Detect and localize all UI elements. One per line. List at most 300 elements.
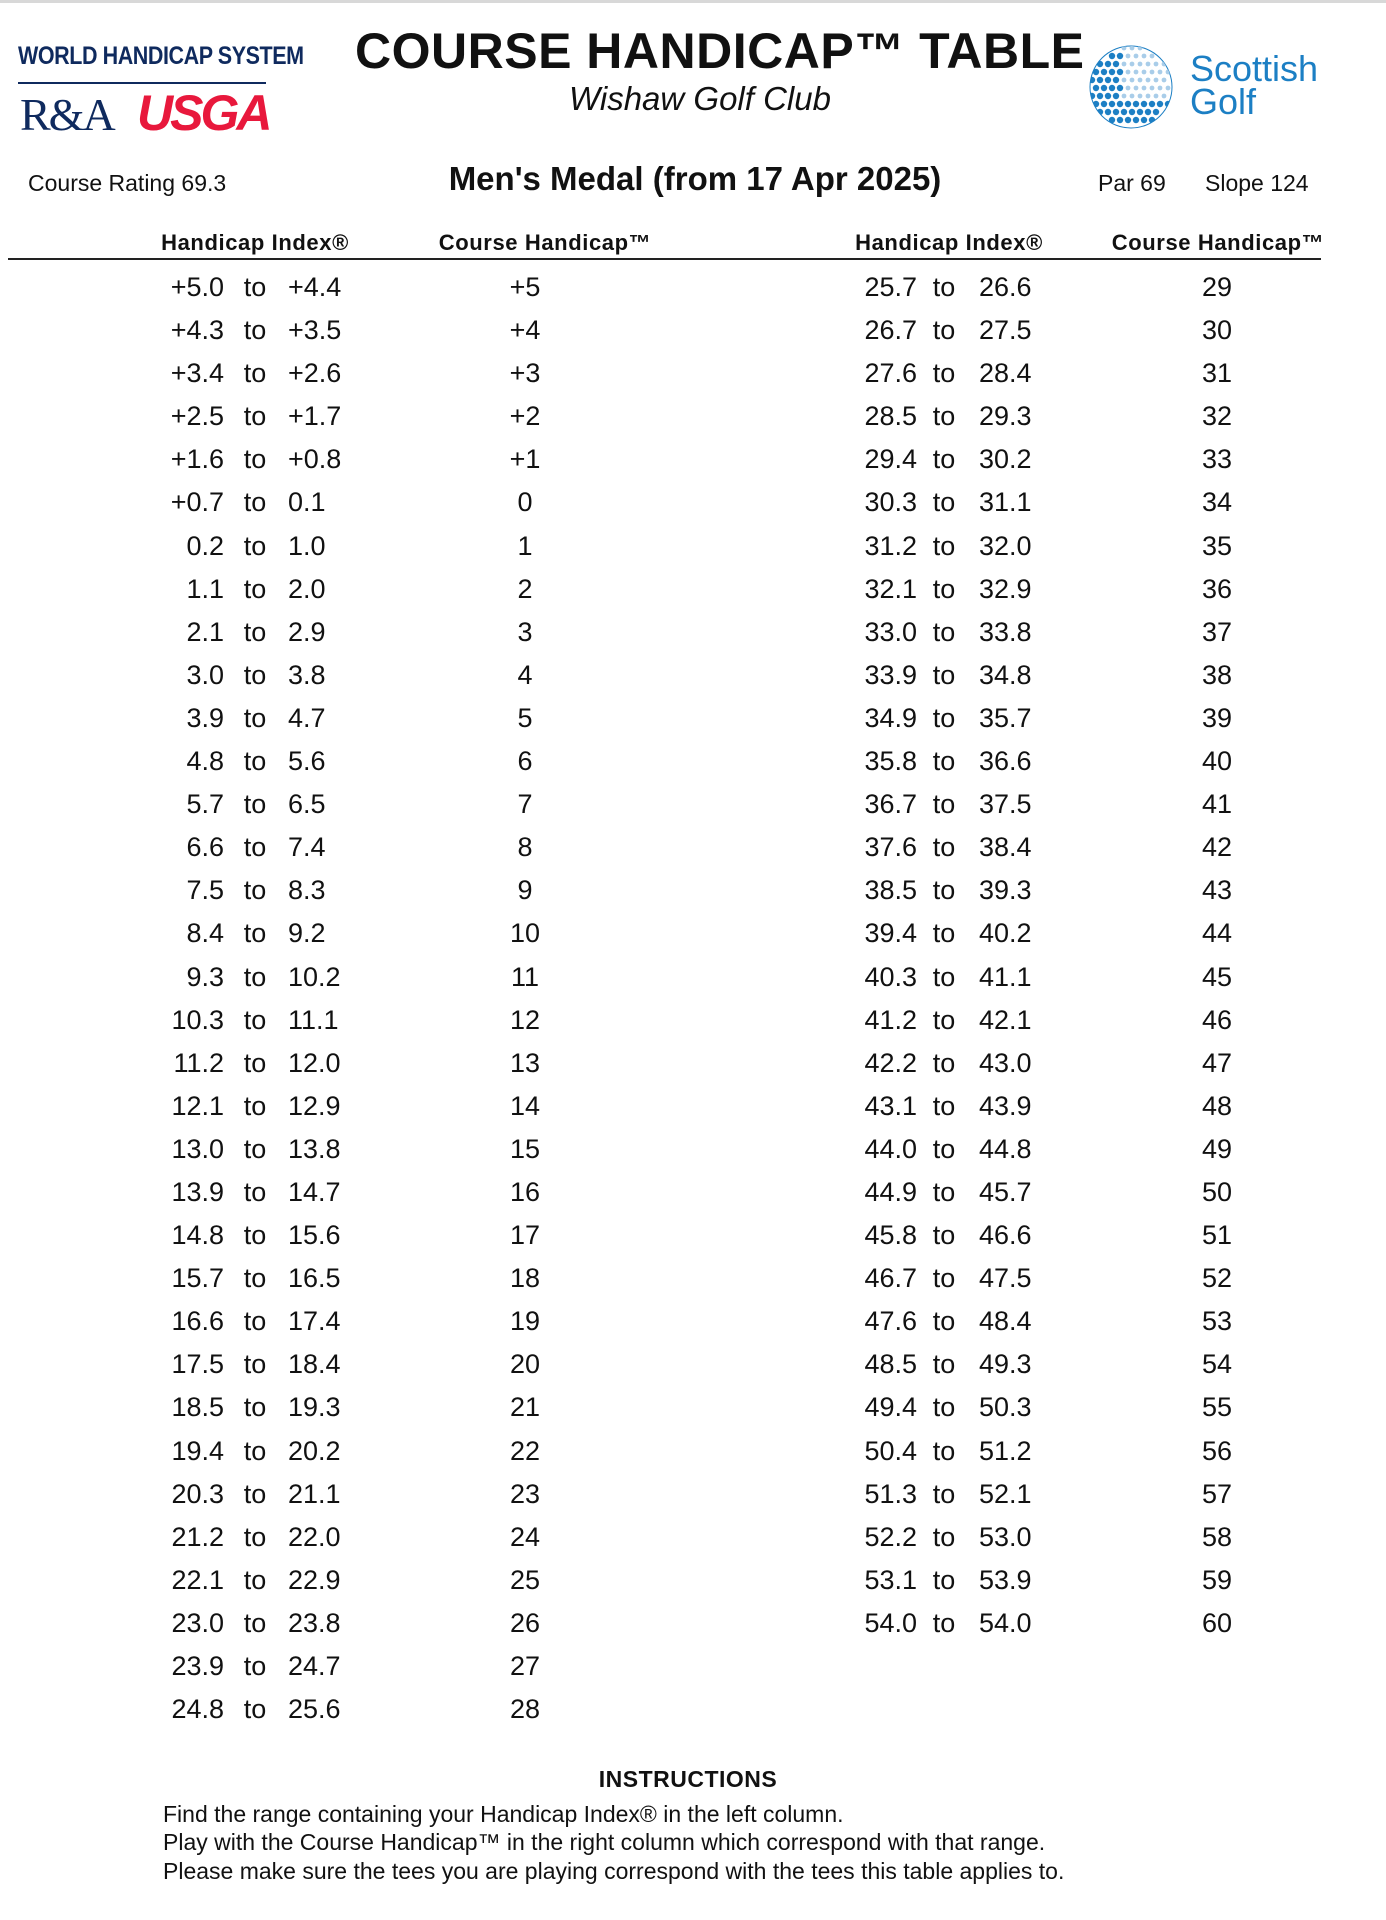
index-from: 36.7 <box>864 789 917 820</box>
ball-dimple <box>1105 77 1111 83</box>
scottish-golf-line2: Golf <box>1190 81 1257 122</box>
index-from: 4.8 <box>186 746 224 777</box>
index-from: 41.2 <box>864 1004 917 1035</box>
range-separator: to <box>243 1263 267 1294</box>
index-from: 49.4 <box>864 1392 917 1423</box>
table-row <box>690 1259 1330 1302</box>
index-to: 54.0 <box>979 1607 1032 1638</box>
ball-dimple <box>1150 70 1155 75</box>
index-to: 39.3 <box>979 875 1032 906</box>
range-separator: to <box>243 1607 267 1638</box>
index-to: 16.5 <box>288 1263 341 1294</box>
ball-dimple <box>1150 54 1155 59</box>
index-to: +2.6 <box>288 358 342 389</box>
table-row <box>690 699 1330 742</box>
index-from: 26.7 <box>864 315 917 346</box>
ball-dimple <box>1130 94 1135 99</box>
index-from: 28.5 <box>864 401 917 432</box>
table-row <box>690 311 1330 354</box>
range-separator: to <box>932 1220 956 1251</box>
index-from: 17.5 <box>171 1349 224 1380</box>
range-separator: to <box>243 1220 267 1251</box>
course-handicap: 21 <box>509 1392 541 1423</box>
index-from: 35.8 <box>864 746 917 777</box>
ball-dimple <box>1125 117 1131 123</box>
index-from: 24.8 <box>171 1694 224 1725</box>
range-separator: to <box>932 1004 956 1035</box>
index-from: 12.1 <box>171 1090 224 1121</box>
range-separator: to <box>932 1607 956 1638</box>
range-separator: to <box>932 1133 956 1164</box>
range-separator: to <box>932 1306 956 1337</box>
course-handicap: 19 <box>509 1306 541 1337</box>
index-to: 14.7 <box>288 1176 341 1207</box>
range-separator: to <box>243 444 267 475</box>
index-from: 31.2 <box>864 530 917 561</box>
table-row <box>690 1044 1330 1087</box>
range-separator: to <box>243 875 267 906</box>
ball-dimple <box>1141 117 1147 123</box>
course-handicap: 3 <box>517 616 533 647</box>
range-separator: to <box>243 1047 267 1078</box>
ball-dimple <box>1154 62 1159 67</box>
table-row <box>0 1087 640 1130</box>
table-row <box>690 1388 1330 1431</box>
index-from: +5.0 <box>170 272 224 302</box>
index-from: 25.7 <box>864 272 917 302</box>
course-handicap: 35 <box>1201 530 1233 561</box>
index-to: 37.5 <box>979 789 1032 820</box>
course-handicap: 51 <box>1201 1220 1233 1251</box>
range-separator: to <box>932 1478 956 1509</box>
par: Par 69 <box>1098 170 1166 196</box>
table-row <box>0 914 640 957</box>
course-handicap: 16 <box>509 1176 541 1207</box>
course-handicap: 48 <box>1201 1090 1233 1121</box>
table-row <box>690 656 1330 699</box>
table-row <box>690 1173 1330 1216</box>
index-from: +2.5 <box>170 401 224 432</box>
index-from: 44.0 <box>864 1133 917 1164</box>
range-separator: to <box>932 616 956 647</box>
range-separator: to <box>243 530 267 561</box>
course-handicap: 29 <box>1201 272 1233 302</box>
ball-dimple <box>1105 61 1111 67</box>
ball-dimple <box>1138 94 1143 99</box>
range-separator: to <box>243 702 267 733</box>
range-separator: to <box>932 1564 956 1595</box>
range-separator: to <box>932 487 956 518</box>
index-from: 39.4 <box>864 918 917 949</box>
table-row <box>0 828 640 871</box>
course-handicap: 10 <box>509 918 541 949</box>
table-row <box>690 613 1330 656</box>
range-separator: to <box>243 1306 267 1337</box>
ball-dimple <box>1117 85 1123 91</box>
index-to: 29.3 <box>979 401 1032 432</box>
table-row <box>690 1604 1330 1647</box>
index-from: 54.0 <box>864 1607 917 1638</box>
range-separator: to <box>932 1435 956 1466</box>
index-to: 22.0 <box>288 1521 341 1552</box>
range-separator: to <box>243 487 267 518</box>
index-to: 35.7 <box>979 702 1032 733</box>
table-row <box>0 1044 640 1087</box>
course-handicap: 47 <box>1201 1047 1233 1078</box>
range-separator: to <box>243 918 267 949</box>
index-to: 48.4 <box>979 1306 1032 1337</box>
index-from: 30.3 <box>864 487 917 518</box>
course-handicap: 27 <box>509 1651 541 1681</box>
ball-dimple <box>1129 109 1135 115</box>
index-from: +1.6 <box>170 444 224 475</box>
table-row <box>0 1001 640 1044</box>
course-handicap: 37 <box>1201 616 1233 647</box>
index-to: 42.1 <box>979 1004 1032 1035</box>
ball-dimple <box>1149 101 1155 107</box>
index-to: 27.5 <box>979 315 1032 346</box>
table-row <box>0 440 640 483</box>
ball-dimple <box>1154 94 1159 99</box>
index-to: 28.4 <box>979 358 1032 389</box>
ball-dimple <box>1134 86 1139 91</box>
ball-dimple <box>1089 93 1095 99</box>
index-from: 3.0 <box>186 659 224 690</box>
index-from: 15.7 <box>171 1263 224 1294</box>
index-from: 23.0 <box>171 1607 224 1638</box>
course-handicap: 15 <box>509 1133 541 1164</box>
index-to: 44.8 <box>979 1133 1032 1164</box>
range-separator: to <box>932 918 956 949</box>
course-handicap: 22 <box>509 1435 541 1466</box>
index-to: 32.0 <box>979 530 1032 561</box>
index-to: 13.8 <box>288 1133 341 1164</box>
ball-dimple <box>1146 62 1151 67</box>
index-from: 9.3 <box>186 961 224 992</box>
index-to: 23.8 <box>288 1607 341 1638</box>
course-handicap: 60 <box>1201 1607 1233 1638</box>
course-handicap: 59 <box>1201 1564 1233 1595</box>
course-handicap: 18 <box>509 1263 541 1294</box>
ball-dimple <box>1158 86 1163 91</box>
index-from: 27.6 <box>864 358 917 389</box>
course-handicap: +2 <box>509 401 541 432</box>
course-handicap: 9 <box>517 875 533 906</box>
index-to: 32.9 <box>979 573 1032 604</box>
index-from: 19.4 <box>171 1435 224 1466</box>
index-to: 25.6 <box>288 1694 341 1725</box>
table-row <box>690 1216 1330 1259</box>
course-handicap: 14 <box>509 1090 541 1121</box>
index-from: 18.5 <box>171 1392 224 1423</box>
table-row <box>0 1604 640 1647</box>
index-from: 38.5 <box>864 875 917 906</box>
table-row <box>0 268 640 311</box>
left-course-handicap-header: Course Handicap™ <box>438 230 652 255</box>
table-row <box>690 1302 1330 1345</box>
index-to: 15.6 <box>288 1220 341 1251</box>
table-row <box>0 1647 640 1690</box>
range-separator: to <box>243 746 267 777</box>
right-course-handicap-header: Course Handicap™ <box>1111 230 1325 255</box>
table-row <box>0 871 640 914</box>
ball-dimple <box>1117 101 1123 107</box>
course-handicap: 23 <box>509 1478 541 1509</box>
ball-dimple <box>1097 93 1103 99</box>
index-to: 1.0 <box>288 530 326 561</box>
right-table <box>690 268 1330 1647</box>
range-separator: to <box>932 1176 956 1207</box>
ball-dimple <box>1126 54 1131 59</box>
left-handicap-index-header: Handicap Index® <box>161 230 349 255</box>
index-from: 21.2 <box>171 1521 224 1552</box>
index-to: 43.9 <box>979 1090 1032 1121</box>
ball-dimple <box>1137 109 1143 115</box>
index-to: +3.5 <box>288 315 342 346</box>
range-separator: to <box>932 746 956 777</box>
table-row <box>0 570 640 613</box>
course-handicap: +5 <box>509 272 541 302</box>
course-handicap: 17 <box>509 1220 541 1251</box>
range-separator: to <box>243 272 267 302</box>
ball-dimple <box>1113 77 1119 83</box>
index-from: 29.4 <box>864 444 917 475</box>
index-to: 36.6 <box>979 746 1032 777</box>
usga-logo: USGA <box>137 85 270 141</box>
index-to: 18.4 <box>288 1349 341 1380</box>
index-from: 44.9 <box>864 1176 917 1207</box>
header-rule <box>8 258 1321 260</box>
index-to: 12.0 <box>288 1047 341 1078</box>
course-handicap: 39 <box>1201 702 1233 733</box>
index-to: 6.5 <box>288 789 326 820</box>
ball-dimple <box>1154 78 1159 83</box>
index-to: 41.1 <box>979 961 1032 992</box>
index-to: 51.2 <box>979 1435 1032 1466</box>
index-to: +1.7 <box>288 401 342 432</box>
ball-dimple <box>1105 93 1111 99</box>
index-to: 31.1 <box>979 487 1032 518</box>
index-to: 20.2 <box>288 1435 341 1466</box>
index-to: 49.3 <box>979 1349 1032 1380</box>
range-separator: to <box>243 1521 267 1552</box>
course-handicap: +1 <box>509 444 541 475</box>
index-to: 10.2 <box>288 961 341 992</box>
range-separator: to <box>932 1047 956 1078</box>
index-from: 43.1 <box>864 1090 917 1121</box>
course-handicap: 49 <box>1201 1133 1233 1164</box>
course-handicap: 24 <box>509 1521 541 1552</box>
range-separator: to <box>243 1392 267 1423</box>
index-from: 1.1 <box>186 573 224 604</box>
range-separator: to <box>243 1564 267 1595</box>
index-to: 0.1 <box>288 487 326 518</box>
index-to: 34.8 <box>979 659 1032 690</box>
course-title: Men's Medal (from 17 Apr 2025) <box>448 160 942 197</box>
index-from: 6.6 <box>186 832 224 863</box>
table-row <box>0 958 640 1001</box>
table-row <box>0 742 640 785</box>
index-from: 47.6 <box>864 1306 917 1337</box>
table-row <box>0 1302 640 1345</box>
table-row <box>690 354 1330 397</box>
index-from: 48.5 <box>864 1349 917 1380</box>
course-handicap: +4 <box>509 315 541 346</box>
course-handicap: 2 <box>517 573 533 604</box>
index-from: 14.8 <box>171 1220 224 1251</box>
table-row <box>690 527 1330 570</box>
range-separator: to <box>932 272 956 302</box>
index-to: 30.2 <box>979 444 1032 475</box>
ball-dimple <box>1142 86 1147 91</box>
scottish-golf-logo <box>1190 48 1319 122</box>
course-handicap: 36 <box>1201 573 1233 604</box>
index-from: 13.9 <box>171 1176 224 1207</box>
range-separator: to <box>932 702 956 733</box>
index-from: 2.1 <box>186 616 224 647</box>
course-handicap: 58 <box>1201 1521 1233 1552</box>
range-separator: to <box>243 659 267 690</box>
range-separator: to <box>932 875 956 906</box>
range-separator: to <box>932 961 956 992</box>
page-title: COURSE HANDICAP™ TABLE <box>355 23 1085 79</box>
table-row <box>0 1216 640 1259</box>
index-to: 53.0 <box>979 1521 1032 1552</box>
index-to: +4.4 <box>288 272 342 302</box>
course-handicap: 38 <box>1201 659 1233 690</box>
index-to: 8.3 <box>288 875 326 906</box>
range-separator: to <box>243 1694 267 1725</box>
range-separator: to <box>932 573 956 604</box>
course-handicap: 54 <box>1201 1349 1233 1380</box>
table-row <box>690 742 1330 785</box>
ball-dimple <box>1097 77 1103 83</box>
course-handicap: 40 <box>1201 746 1233 777</box>
ball-dimple <box>1158 70 1163 75</box>
index-to: 2.9 <box>288 616 326 647</box>
course-handicap: 57 <box>1201 1478 1233 1509</box>
index-to: 11.1 <box>288 1004 339 1035</box>
whs-logo: WORLD HANDICAP SYSTEM <box>18 42 304 70</box>
range-separator: to <box>243 832 267 863</box>
index-from: 22.1 <box>171 1564 224 1595</box>
course-handicap: 32 <box>1201 401 1233 432</box>
instruction-line: Find the range containing your Handicap Index® in the left column. <box>163 1801 844 1827</box>
index-to: 21.1 <box>288 1478 341 1509</box>
index-to: 7.4 <box>288 832 326 863</box>
course-handicap: 26 <box>509 1607 541 1638</box>
ball-dimple <box>1117 117 1123 123</box>
range-separator: to <box>932 1263 956 1294</box>
index-to: 12.9 <box>288 1090 341 1121</box>
index-from: 20.3 <box>171 1478 224 1509</box>
table-row <box>0 1259 640 1302</box>
ball-dimple <box>1134 70 1139 75</box>
course-handicap: 28 <box>509 1694 541 1725</box>
index-from: 53.1 <box>864 1564 917 1595</box>
table-row <box>690 1001 1330 1044</box>
index-from: 50.4 <box>864 1435 917 1466</box>
course-handicap: 45 <box>1201 961 1233 992</box>
ball-dimple <box>1130 62 1135 67</box>
course-handicap: 7 <box>517 789 533 820</box>
course-handicap: 13 <box>509 1047 541 1078</box>
course-handicap: 30 <box>1201 315 1233 346</box>
range-separator: to <box>932 401 956 432</box>
table-row <box>0 1561 640 1604</box>
range-separator: to <box>932 789 956 820</box>
ball-dimple <box>1093 85 1099 91</box>
range-separator: to <box>243 789 267 820</box>
table-row <box>0 311 640 354</box>
course-handicap: 52 <box>1201 1263 1233 1294</box>
index-to: 40.2 <box>979 918 1032 949</box>
course-handicap: 41 <box>1201 789 1233 820</box>
range-separator: to <box>932 1349 956 1380</box>
range-separator: to <box>243 1176 267 1207</box>
index-from: +3.4 <box>170 358 224 389</box>
range-separator: to <box>243 315 267 346</box>
table-row <box>690 397 1330 440</box>
ball-dimple <box>1138 78 1143 83</box>
ball-dimple <box>1162 78 1167 83</box>
table-row <box>0 613 640 656</box>
ball-dimple <box>1122 78 1127 83</box>
scottish-golf-ball-icon <box>1088 44 1174 130</box>
ball-dimple <box>1133 117 1139 123</box>
range-separator: to <box>932 1521 956 1552</box>
index-from: 10.3 <box>171 1004 224 1035</box>
range-separator: to <box>243 1478 267 1509</box>
ball-dimple <box>1101 69 1107 75</box>
range-separator: to <box>243 1004 267 1035</box>
table-row <box>0 1388 640 1431</box>
ball-dimple <box>1109 101 1115 107</box>
course-handicap: 56 <box>1201 1435 1233 1466</box>
index-from: 16.6 <box>171 1306 224 1337</box>
ball-dimple <box>1117 53 1123 59</box>
index-from: 11.2 <box>173 1047 224 1078</box>
ball-dimple <box>1101 101 1107 107</box>
table-row <box>0 483 640 526</box>
table-row <box>690 828 1330 871</box>
table-row <box>0 1345 640 1388</box>
course-rating: Course Rating 69.3 <box>28 170 227 196</box>
course-handicap: 44 <box>1201 918 1233 949</box>
index-to: 52.1 <box>979 1478 1032 1509</box>
range-separator: to <box>243 616 267 647</box>
ball-dimple <box>1145 109 1151 115</box>
ball-dimple <box>1113 109 1119 115</box>
index-from: 23.9 <box>171 1651 224 1681</box>
ball-dimple <box>1093 101 1099 107</box>
index-from: 33.9 <box>864 659 917 690</box>
range-separator: to <box>932 832 956 863</box>
index-to: 19.3 <box>288 1392 341 1423</box>
index-from: 52.2 <box>864 1521 917 1552</box>
table-row <box>690 914 1330 957</box>
index-from: 42.2 <box>864 1047 917 1078</box>
course-handicap: +3 <box>509 358 541 389</box>
ra-logo: R&A <box>20 89 114 140</box>
index-from: 33.0 <box>864 616 917 647</box>
course-handicap: 20 <box>509 1349 541 1380</box>
course-handicap: 46 <box>1201 1004 1233 1035</box>
index-to: 45.7 <box>979 1176 1032 1207</box>
range-separator: to <box>243 1435 267 1466</box>
table-row <box>0 1518 640 1561</box>
ball-dimple <box>1141 101 1147 107</box>
